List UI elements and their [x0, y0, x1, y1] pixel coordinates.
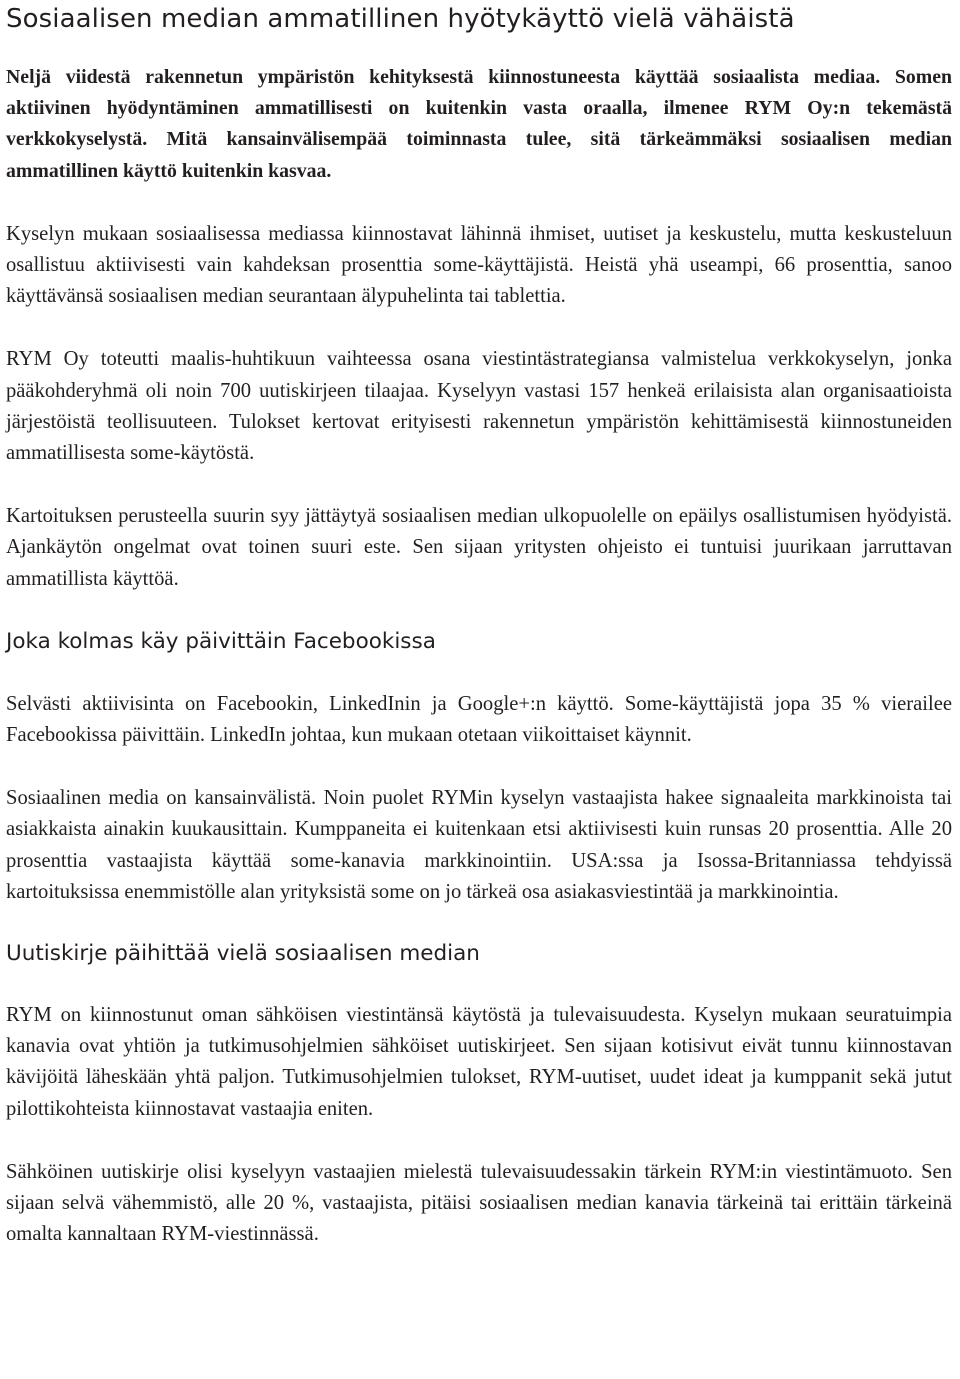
body-paragraph-7: Sähköinen uutiskirje olisi kyselyyn vastaajien mielestä tulevaisuudessakin tärkein RYM:in viestintämuoto. Sen sijaan selvä vähemmistö, alle 20 %, vastaajista, pitäisi sosiaalisen median kanavia tärkeinä tai erittäin tärkeinä omalta kannaltaan RYM-viestinnässä.	[6, 1160, 952, 1246]
article-title: Sosiaalisen median ammatillinen hyötykäyttö vielä vähäistä	[6, 4, 795, 34]
subheading-facebook: Joka kolmas käy päivittäin Facebookissa	[6, 628, 436, 654]
article	[6, 0, 952, 1250]
lead-paragraph: Neljä viidestä rakennetun ympäristön kehityksestä kiinnostuneesta käyttää sosiaalista mediaa. Somen aktiivinen hyödyntäminen ammatillisesti on kuitenkin vasta oraalla, ilmenee RYM Oy:n tekemästä verkkokyselystä. Mitä kansainvälisempää toiminnasta tulee, sitä tärkeämmäksi sosiaalisen median ammatillinen käyttö kuitenkin kasvaa.	[6, 66, 952, 182]
subheading-newsletter: Uutiskirje päihittää vielä sosiaalisen median	[6, 941, 480, 967]
body-paragraph-1: Kyselyn mukaan sosiaalisessa mediassa kiinnostavat lähinnä ihmiset, uutiset ja keskustelu, mutta keskusteluun osallistuu aktiivisesti vain kahdeksan prosenttia some-käyttäjistä. Heistä yhä useampi, 66 prosenttia, sanoo käyttävänsä sosiaalisen median seurantaan älypuhelinta tai tablettia.	[6, 222, 952, 308]
body-paragraph-6: RYM on kiinnostunut oman sähköisen viestintänsä käytöstä ja tulevaisuudesta. Kyselyn mukaan seuratuimpia kanavia ovat yhtiön ja tutkimusohjelmien sähköiset uutiskirjeet. Sen sijaan kotisivut eivät tunnu kiinnostavan kävijöitä läheskään yhtä paljon. Tutkimusohjelmien tulokset, RYM-uutiset, uudet ideat ja kumppanit sekä jutut pilottikohteista kiinnostavat vastaajia eniten.	[6, 1004, 952, 1120]
body-paragraph-2: RYM Oy toteutti maalis-huhtikuun vaihteessa osana viestintästrategiansa valmistelua verkkokyselyn, jonka pääkohderyhmä oli noin 700 uutiskirjeen tilaajaa. Kyselyyn vastasi 157 henkeä erilaisista alan organisaatioista järjestöistä teollisuuteen. Tulokset kertovat erityisesti rakennetun ympäristön kehittämisestä kiinnostuneiden ammatillisesta some-käytöstä.	[6, 348, 952, 465]
body-paragraph-5: Sosiaalinen media on kansainvälistä. Noin puolet RYMin kyselyn vastaajista hakee signaaleita markkinoista tai asiakkaista ainakin kuukausittain. Kumppaneita ei kuitenkaan etsi aktiivisesti kuin runsas 20 prosenttia. Alle 20 prosenttia vastaajista käyttää some-kanavia markkinointiin. USA:ssa ja Isossa-Britanniassa tehdyissä kartoituksissa enemmistölle alan yrityksistä some on jo tärkeä osa asiakasviestintää ja markkinointia.	[6, 787, 952, 903]
body-paragraph-3: Kartoituksen perusteella suurin syy jättäytyä sosiaalisen median ulkopuolelle on epäilys osallistumisen hyödyistä. Ajankäytön ongelmat ovat toinen suuri este. Sen sijaan yritysten ohjeisto ei tuntuisi juurikaan jarruttavan ammatillista käyttöä.	[6, 505, 952, 590]
body-paragraph-4: Selvästi aktiivisinta on Facebookin, LinkedInin ja Google+:n käyttö. Some-käyttäjistä jopa 35 % vierailee Facebookissa päivittäin. LinkedIn johtaa, kun mukaan otetaan viikoittaiset käynnit.	[6, 692, 952, 747]
